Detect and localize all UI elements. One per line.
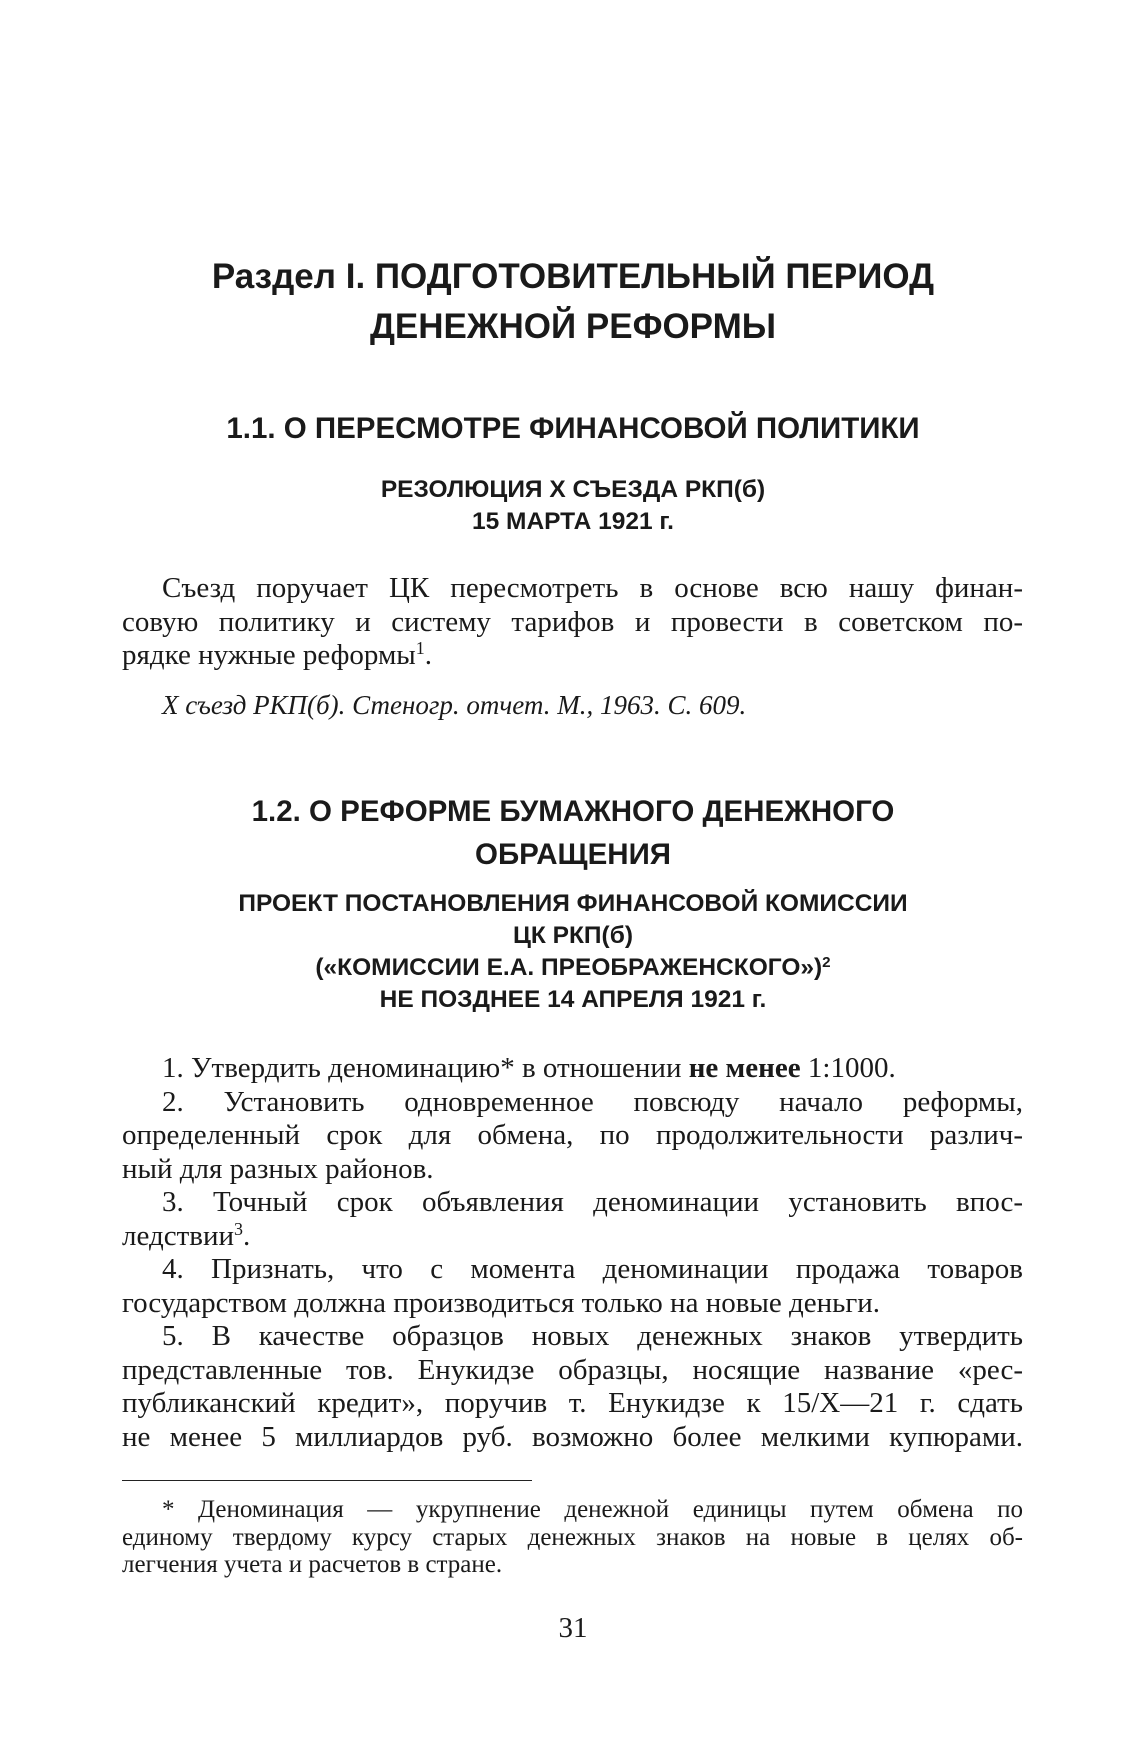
footnote-line-1: * Деноминация — укрупнение денежной единицы путем обмена по — [162, 1496, 1023, 1523]
section-2-document-title-line-1: ПРОЕКТ ПОСТАНОВЛЕНИЯ ФИНАНСОВОЙ КОМИССИИ — [238, 890, 908, 917]
part-title — [0, 252, 1146, 352]
item-2-line-3: ный для разных районов. — [122, 1152, 434, 1185]
section-1-document-date: 15 МАРТА 1921 г. — [472, 508, 674, 535]
section-1-resolution-text — [122, 572, 1023, 673]
item-3-line-1: 3. Точный срок объявления деноминации установить впос- — [162, 1186, 1023, 1218]
item-5-line-1: 5. В качестве образцов новых денежных знаков утвердить — [162, 1320, 1023, 1352]
item-4-line-1: 4. Признать, что с момента деноминации продажа товаров — [162, 1253, 1023, 1285]
resolution-line-3-end: . — [424, 639, 433, 671]
page-number: 31 — [558, 1612, 588, 1644]
section-2-document-title-line-3 — [315, 954, 830, 981]
item-5-line-2: представленные тов. Енукидзе образцы, носящие название «рес- — [122, 1353, 1023, 1386]
section-2-title-line-2: ОБРАЩЕНИЯ — [475, 838, 671, 871]
item-1-text-b: 1:1000. — [800, 1052, 896, 1084]
item-1-bold: не менее — [688, 1052, 801, 1084]
section-2-title-line-1: 1.2. О РЕФОРМЕ БУМАЖНОГО ДЕНЕЖНОГО — [251, 795, 895, 828]
section-2-document-date: НЕ ПОЗДНЕЕ 14 АПРЕЛЯ 1921 г. — [379, 986, 767, 1013]
section-1-document-title-line-1: РЕЗОЛЮЦИЯ X СЪЕЗДА РКП(б) — [380, 476, 766, 503]
item-5-line-4: не менее 5 миллиардов руб. возможно более мелкими купюрами. — [122, 1420, 1023, 1453]
item-2-line-1: 2. Установить одновременное повсюду начало реформы, — [162, 1085, 1023, 1118]
section-2-document-title-line-3-text: («КОМИССИИ Е.А. ПРЕОБРАЖЕНСКОГО») — [315, 954, 823, 981]
resolution-line-3-text: рядке нужные реформы — [122, 639, 416, 671]
section-1-source-citation: X съезд РКП(б). Стеногр. отчет. М., 1963. С. 609. — [162, 690, 747, 720]
section-1-title: 1.1. О ПЕРЕСМОТРЕ ФИНАНСОВОЙ ПОЛИТИКИ — [226, 412, 920, 445]
footnote-line-3: легчения учета и расчетов в стране. — [122, 1551, 503, 1578]
item-2-line-2: определенный срок для обмена, по продолжительности различ- — [122, 1119, 1023, 1151]
item-5-line-3: публиканский кредит», поручив т. Енукидзе к 15/X—21 г. сдать — [122, 1387, 1023, 1419]
footnote-ref-1: 1 — [415, 638, 425, 659]
section-2-title — [0, 790, 1146, 876]
item-3-line-2-text: ледствии — [122, 1219, 234, 1252]
part-title-line-1: Раздел I. ПОДГОТОВИТЕЛЬНЫЙ ПЕРИОД — [211, 257, 935, 296]
item-1-text-a: 1. Утвердить деноминацию* в отношении — [162, 1052, 689, 1084]
resolution-line-1: Съезд поручает ЦК пересмотреть в основе всю нашу финан- — [162, 572, 1023, 604]
footnote — [122, 1496, 1023, 1579]
item-3-line-2 — [122, 1220, 1023, 1254]
section-1-document-title — [0, 474, 1146, 538]
item-1 — [122, 1052, 1023, 1086]
footnote-ref-3: 3 — [234, 1218, 243, 1239]
section-2-document-title — [0, 888, 1146, 1016]
item-3-line-2-end: . — [242, 1219, 251, 1252]
resolution-line-2: совую политику и систему тарифов и провести в советском по- — [122, 605, 1023, 638]
item-4-line-2: государством должна производиться только на новые деньги. — [122, 1286, 881, 1319]
part-title-line-2: ДЕНЕЖНОЙ РЕФОРМЫ — [369, 307, 776, 346]
footnote-ref-2: 2 — [822, 953, 831, 971]
section-2-document-title-line-2: ЦК РКП(б) — [512, 922, 633, 949]
footnote-divider — [122, 1480, 532, 1481]
footnote-line-2: единому твердому курсу старых денежных знаков на новые в целях об- — [122, 1523, 1023, 1551]
section-2-items — [122, 1052, 1023, 1454]
resolution-line-3 — [122, 639, 1023, 673]
